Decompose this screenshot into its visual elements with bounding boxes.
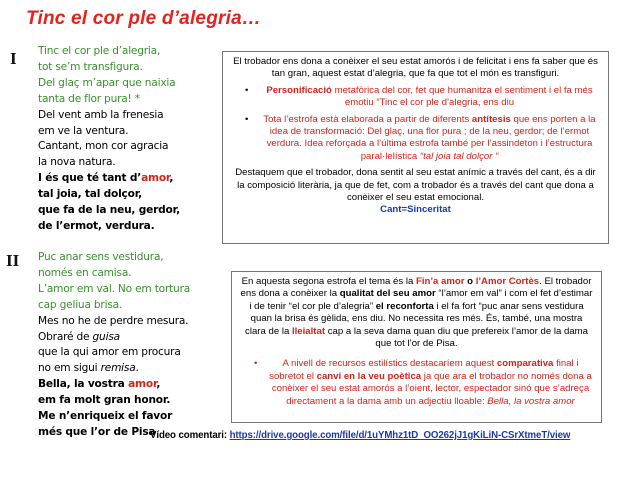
verse-text: Puc anar sens vestidura, xyxy=(38,251,164,263)
verse-keyword-amor: amor xyxy=(141,172,170,185)
verse-line xyxy=(38,171,180,187)
stanza-1 xyxy=(38,44,180,235)
verse-line xyxy=(38,298,190,314)
box2-text-a: En aquesta segona estrofa el tema és la xyxy=(241,276,416,287)
box1-equation: Cant=Sinceritat xyxy=(380,204,451,216)
verse-text: tal joia, tal dolçor, xyxy=(38,188,143,201)
verse-keyword-amor: amor xyxy=(128,378,157,391)
verse-italic-word: guisa xyxy=(92,330,120,343)
box2-bullet-text-c: ja que ara el trobador no només dona a conèixer el seu estat amorós a l’oient, lector, espectador sinó que s’adreça directament a la dama amb un adjectiu lloable: xyxy=(271,370,592,407)
video-link[interactable]: https://drive.google.com/file/d/1uYMhz1tD_OO262jJ1gKiLiN-CSrXtmeT/view xyxy=(229,430,571,441)
verse-line xyxy=(38,282,190,298)
term-fin-amor: Fin’a amor xyxy=(415,276,465,287)
verse-text: Tinc el cor ple d’alegria, xyxy=(38,45,161,57)
verse-text: només en camisa. xyxy=(38,266,132,279)
verse-line xyxy=(38,60,180,76)
box1-bullet-1-text: metafòrica del cor, fet que humanitza el sentiment i el fa més emotiu “Tinc el cor ple d’alegria, ens diu xyxy=(331,84,593,109)
verse-text: la nova natura. xyxy=(38,156,116,169)
box1-bullet-1 xyxy=(231,85,600,110)
verse-text: I és que té tant d’ xyxy=(38,172,142,185)
verse-text: Obraré de xyxy=(38,330,93,343)
bullet-icon: • xyxy=(245,84,249,96)
box2-bullet xyxy=(240,358,593,408)
box2-text-d: i el fa fort “puc anar sens vestidura quan la brisa és gèlida, ens diu. No necessita res més. És, també, una mostra clara de la xyxy=(245,300,584,337)
verse-punct: . xyxy=(135,362,139,375)
box2-bold-comparativa: comparativa xyxy=(496,358,554,370)
stanza-1-numeral: I xyxy=(10,49,17,68)
verse-line xyxy=(38,187,180,203)
verse-line xyxy=(38,330,190,346)
term-lleialtat: lleialtat xyxy=(291,325,326,337)
box1-bullet-2-text-b: que ens porten a la idea de transformació: Del glaç, una flor pura ; de la neu, gerdor; de l’ermot verdura. Idea reforçada a l’última estrofa també per l’assindeton i l’estructura paral·lelística xyxy=(266,113,596,162)
box2-bullet-text-a: A nivell de recursos estilístics destacaríem aquest xyxy=(282,358,497,370)
verse-punct: , xyxy=(169,172,174,185)
verse-text: Me n’enriqueix el favor xyxy=(38,410,173,423)
box2-text-o: o xyxy=(464,276,476,287)
verse-line xyxy=(38,361,190,377)
bullet-icon: • xyxy=(245,113,249,125)
stanza-2-numeral: II xyxy=(6,251,20,270)
verse-punct: , xyxy=(156,378,161,391)
verse-line xyxy=(38,155,180,171)
box2-text-e: cap a la seva dama quan diu que prefereix l’amor de la dama que tot l’or de Pisa. xyxy=(325,325,588,350)
verse-text: Del vent amb la frenesia xyxy=(38,108,164,121)
box2-bold-canvi: canvi en la veu poètica xyxy=(316,370,422,382)
verse-line xyxy=(38,314,190,330)
verse-line xyxy=(38,92,180,108)
box2-text-c: “l’amor em val” i com el fet d’estimar i de tenir “el cor ple d’alegria” xyxy=(249,288,593,312)
box2-bullet-text-b: final i sobretot el xyxy=(269,358,579,382)
verse-line xyxy=(38,203,180,219)
verse-line xyxy=(38,139,180,155)
bullet-icon: • xyxy=(254,358,258,370)
verse-line xyxy=(38,393,190,409)
verse-line xyxy=(38,377,190,393)
verse-text: de l’ermot, verdura. xyxy=(38,219,155,232)
verse-text: cap geliua brisa. xyxy=(38,298,123,311)
verse-text: Del glaç m’apar que naixia xyxy=(38,76,176,89)
verse-text: Mes no he de perdre mesura. xyxy=(38,314,189,327)
box1-intro: El trobador ens dona a conèixer el seu estat amorós i de felicitat i ens fa saber que és tan gran, aquest estat d’alegria, que fa que tot el món es transfiguri. xyxy=(233,56,598,80)
box1-bullet-2 xyxy=(231,114,600,164)
box2-quote: Bella, la vostra amor xyxy=(487,395,575,407)
box1-outro: Destaquem que el trobador, dona sentit al seu estat anímic a través del cant, és a dir la composició literària, ja que de fet, com a trobador és a través del cant que dona a conèixer el seu estat emocional. xyxy=(235,167,596,204)
verse-line xyxy=(38,219,180,235)
verse-italic-word: remisa xyxy=(100,362,136,375)
verse-line xyxy=(38,266,190,282)
box1-quote: “tal joia tal dolçor “ xyxy=(419,150,499,162)
verse-text: més que l’or de Pisa xyxy=(38,425,156,438)
box2-bold-qualitat: qualitat del seu amor xyxy=(339,288,436,300)
box2-text-b: . El trobador ens dona a conèixer la xyxy=(240,276,592,300)
verse-line xyxy=(38,44,180,60)
verse-text: que fa de la neu, gerdor, xyxy=(38,204,180,217)
page-title: Tinc el cor ple d’alegria… xyxy=(26,8,262,29)
verse-text: em ve la ventura. xyxy=(38,124,129,137)
box1-bullet-2-text-a: Tota l’estrofa està elaborada a partir de diferents xyxy=(263,113,472,125)
verse-line xyxy=(38,250,190,266)
verse-line xyxy=(38,409,190,425)
verse-text: no em sigui xyxy=(38,362,101,375)
video-comment-line xyxy=(150,430,570,441)
commentary-box-2 xyxy=(231,271,602,423)
term-amor-cortes: l’Amor Cortès xyxy=(475,276,540,287)
box2-paragraph xyxy=(240,276,593,350)
verse-text: tanta de flor pura! * xyxy=(38,92,140,105)
verse-text: tot se’m transfigura. xyxy=(38,60,143,73)
verse-text: Bella, la vostra xyxy=(38,378,129,391)
term-antitesis: antítesis xyxy=(471,113,511,125)
verse-text: L’amor em val. No em tortura xyxy=(38,282,191,295)
verse-line xyxy=(38,108,180,124)
verse-line xyxy=(38,76,180,92)
stanza-2 xyxy=(38,250,190,441)
verse-text: que la qui amor em procura xyxy=(38,346,181,359)
verse-line xyxy=(38,124,180,140)
box2-bold-reconforta: el reconforta xyxy=(375,300,434,312)
term-personificacio: Personificació xyxy=(266,84,332,96)
video-label: Vídeo comentari: xyxy=(150,430,230,441)
verse-line xyxy=(38,345,190,361)
verse-text: Cantant, mon cor agracia xyxy=(38,140,169,153)
verse-text: em fa molt gran honor. xyxy=(38,394,171,407)
commentary-box-1 xyxy=(222,51,609,244)
